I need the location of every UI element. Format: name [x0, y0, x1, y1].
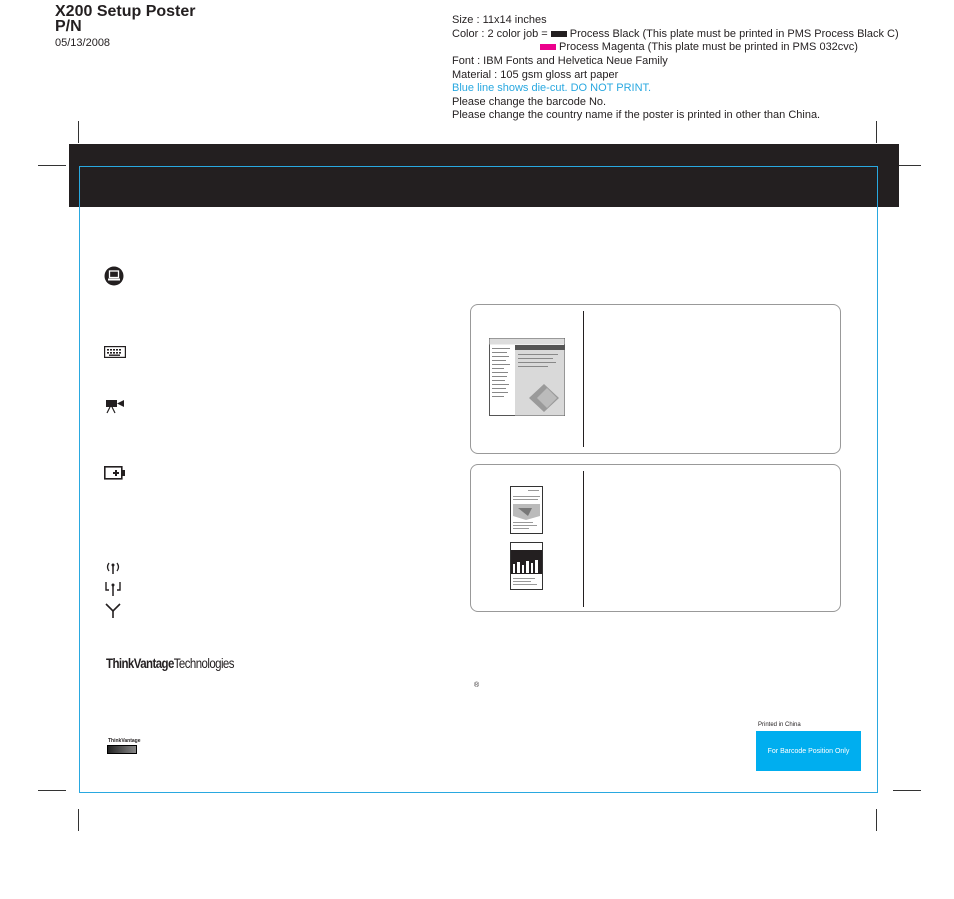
spec-barcode-note: Please change the barcode No. [452, 96, 607, 108]
camera-icon [104, 398, 126, 419]
spec-color-prefix: Color : 2 color job = [452, 28, 548, 40]
spec-magenta [540, 41, 858, 54]
spec-font: Font : IBM Fonts and Helvetica Neue Family [452, 55, 668, 67]
thinkvantage-button-graphic [107, 745, 137, 754]
logo-technologies: Technologies [173, 655, 234, 671]
crop-mark [38, 165, 66, 166]
thinkvantage-technologies-logo [106, 655, 234, 671]
crop-mark [78, 809, 79, 831]
crop-mark [893, 790, 921, 791]
panel-divider [583, 471, 584, 607]
safety-guide-thumbnail [510, 486, 543, 534]
crop-mark [876, 809, 877, 831]
service-guide-thumbnail [510, 542, 543, 590]
crop-mark [38, 790, 66, 791]
computer-icon [104, 266, 124, 291]
title-line-2: P/N [55, 18, 82, 35]
keyboard-icon [104, 345, 126, 363]
spec-material: Material : 105 gsm gloss art paper [452, 69, 619, 81]
registered-mark: ® [474, 682, 480, 689]
spec-magenta-label: Process Magenta (This plate must be printed in PMS 032cvc) [559, 41, 858, 53]
help-window-thumbnail [489, 338, 565, 416]
spec-size: Size : 11x14 inches [452, 14, 547, 26]
poster-date: 05/13/2008 [55, 37, 111, 49]
title-line-1: X200 Setup Poster [55, 3, 196, 20]
documentation-panel [470, 464, 841, 612]
spec-color [452, 28, 899, 41]
black-swatch [551, 31, 567, 37]
crop-mark [78, 121, 79, 143]
barcode-placeholder: For Barcode Position Only [756, 731, 861, 771]
spec-dieline-note: Blue line shows die-cut. DO NOT PRINT. [452, 82, 652, 94]
crop-mark [876, 121, 877, 143]
thinkvantage-small-logo: ThinkVantage [108, 738, 141, 744]
spec-black-label: Process Black (This plate must be printed in PMS Process Black C) [569, 28, 899, 40]
magenta-swatch [540, 44, 556, 50]
logo-vantage: Vantage [133, 655, 174, 671]
printed-in-country: Printed in China [758, 722, 801, 728]
spec-country-note: Please change the country name if the poster is printed in other than China. [452, 109, 821, 121]
wwan-icon [104, 581, 122, 602]
logo-think: Think [106, 655, 134, 671]
poster-title [55, 4, 196, 34]
battery-icon [104, 466, 126, 485]
help-panel [470, 304, 841, 454]
panel-divider [583, 311, 584, 447]
wireless-icon [104, 561, 122, 580]
antenna-icon [104, 603, 122, 624]
